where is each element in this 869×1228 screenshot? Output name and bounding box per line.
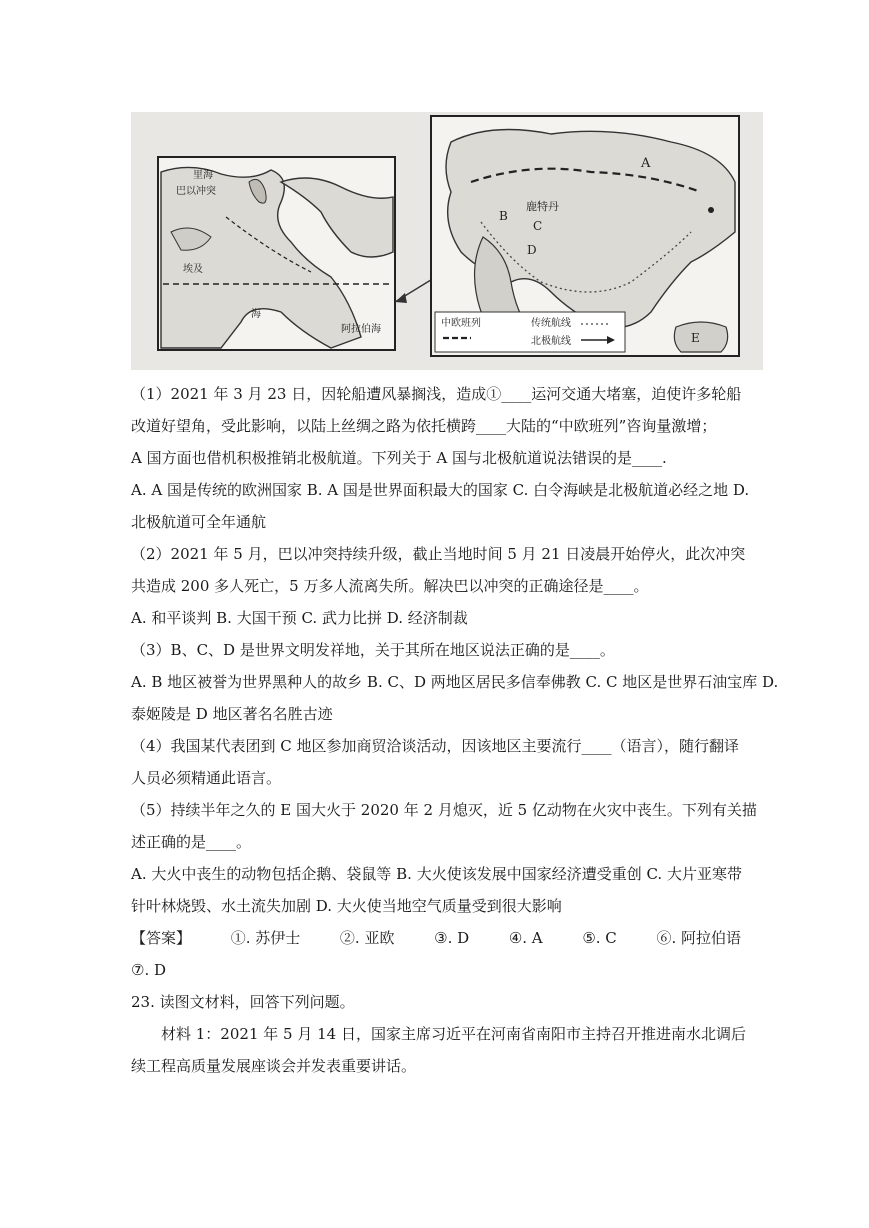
map-legend [435, 312, 625, 352]
q5-line-3: A. 大火中丧生的动物包括企鹅、袋鼠等 B. 大火使该发展中国家经济遭受重创 C. 大片亚寒带 [131, 865, 742, 883]
q1-line-4: A. A 国是传统的欧洲国家 B. A 国是世界面积最大的国家 C. 白令海峡是北极航道必经之地 D. [131, 481, 750, 499]
q2-line-1: （2）2021 年 5 月，巴以冲突持续升级，截止当地时间 5 月 21 日凌晨开始停火，此次冲突 [131, 545, 746, 563]
main-map [431, 116, 739, 356]
q3-line-1: （3）B、C、D 是世界文明发祥地，关于其所在地区说法正确的是____。 [131, 641, 615, 659]
inset-label-egypt: 埃及 [183, 264, 203, 275]
map-label-e: E [691, 331, 700, 345]
answer-label: 【答案】 [131, 929, 192, 947]
material-1-line-2: 续工程高质量发展座谈会并发表重要讲话。 [131, 1057, 417, 1075]
question-body [131, 378, 779, 1082]
q3-line-3: 泰姬陵是 D 地区著名名胜古迹 [131, 705, 333, 723]
legend-arctic-label: 北极航线 [531, 336, 571, 347]
legend-cbr-label: 中欧班列 [441, 318, 481, 329]
answer-item-5: ⑤. C [582, 929, 617, 947]
answer-item-1: ①. 苏伊士 [230, 929, 301, 947]
answer-item-3: ③. D [434, 929, 470, 947]
map-label-b: B [499, 209, 508, 223]
legend-traditional-label: 传统航线 [531, 318, 571, 329]
map-svg [131, 112, 763, 370]
q3-line-2: A. B 地区被誉为世界黑种人的故乡 B. C、D 两地区居民多信奉佛教 C. C 地区是世界石油宝库 D. [131, 673, 779, 691]
inset-label-conflict: 巴以冲突 [176, 186, 216, 197]
q5-line-2: 述正确的是____。 [131, 833, 252, 851]
q5-line-4: 针叶林烧毁、水土流失加剧 D. 大火使当地空气质量受到很大影响 [131, 897, 562, 915]
q4-line-1: （4）我国某代表团到 C 地区参加商贸洽谈活动，因该地区主要流行____（语言），随行翻译 [131, 737, 740, 755]
q1-line-5: 北极航道可全年通航 [131, 513, 267, 531]
inset-label-sea: 海 [251, 309, 261, 320]
q1-line-3: A 国方面也借机积极推销北极航道。下列关于 A 国与北极航道说法错误的是____. [131, 449, 667, 467]
q2-line-2: 共造成 200 多人死亡，5 万多人流离失所。解决巴以冲突的正确途径是____。 [131, 577, 649, 595]
q1-line-1: （1）2021 年 3 月 23 日，因轮船遭风暴搁浅，造成①____运河交通大堵塞，迫使许多轮船 [131, 385, 742, 403]
answer-item-2: ②. 亚欧 [339, 929, 395, 947]
answer-row [131, 922, 741, 954]
map-figure [131, 112, 763, 370]
inset-map [158, 157, 395, 350]
map-label-c: C [533, 219, 543, 233]
q4-line-2: 人员必须精通此语言。 [131, 769, 282, 787]
pointer-arrowhead [395, 293, 407, 303]
q5-line-1: （5）持续半年之久的 E 国大火于 2020 年 2 月熄灭，近 5 亿动物在火灾中丧生。下列有关描 [131, 801, 757, 819]
map-label-d: D [527, 243, 537, 257]
q1-line-2: 改道好望角，受此影响，以陆上丝绸之路为依托横跨____大陆的“中欧班列”咨询量激增； [131, 417, 717, 435]
map-label-a: A [641, 156, 651, 171]
answer-item-4: ④. A [508, 929, 543, 947]
answer-item-6: ⑥. 阿拉伯语 [656, 929, 741, 947]
answer-item-7: ⑦. D [131, 961, 167, 979]
inset-label-caspian: 里海 [193, 170, 213, 181]
material-1-line-1: 材料 1：2021 年 5 月 14 日，国家主席习近平在河南省南阳市主持召开推进南水北调后 [161, 1025, 746, 1043]
map-label-rotterdam: 鹿特丹 [526, 200, 559, 213]
inset-label-arabian-sea: 阿拉伯海 [341, 324, 381, 335]
q2-line-3: A. 和平谈判 B. 大国干预 C. 武力比拼 D. 经济制裁 [131, 609, 468, 627]
q23-title: 23. 读图文材料，回答下列问题。 [131, 993, 355, 1011]
